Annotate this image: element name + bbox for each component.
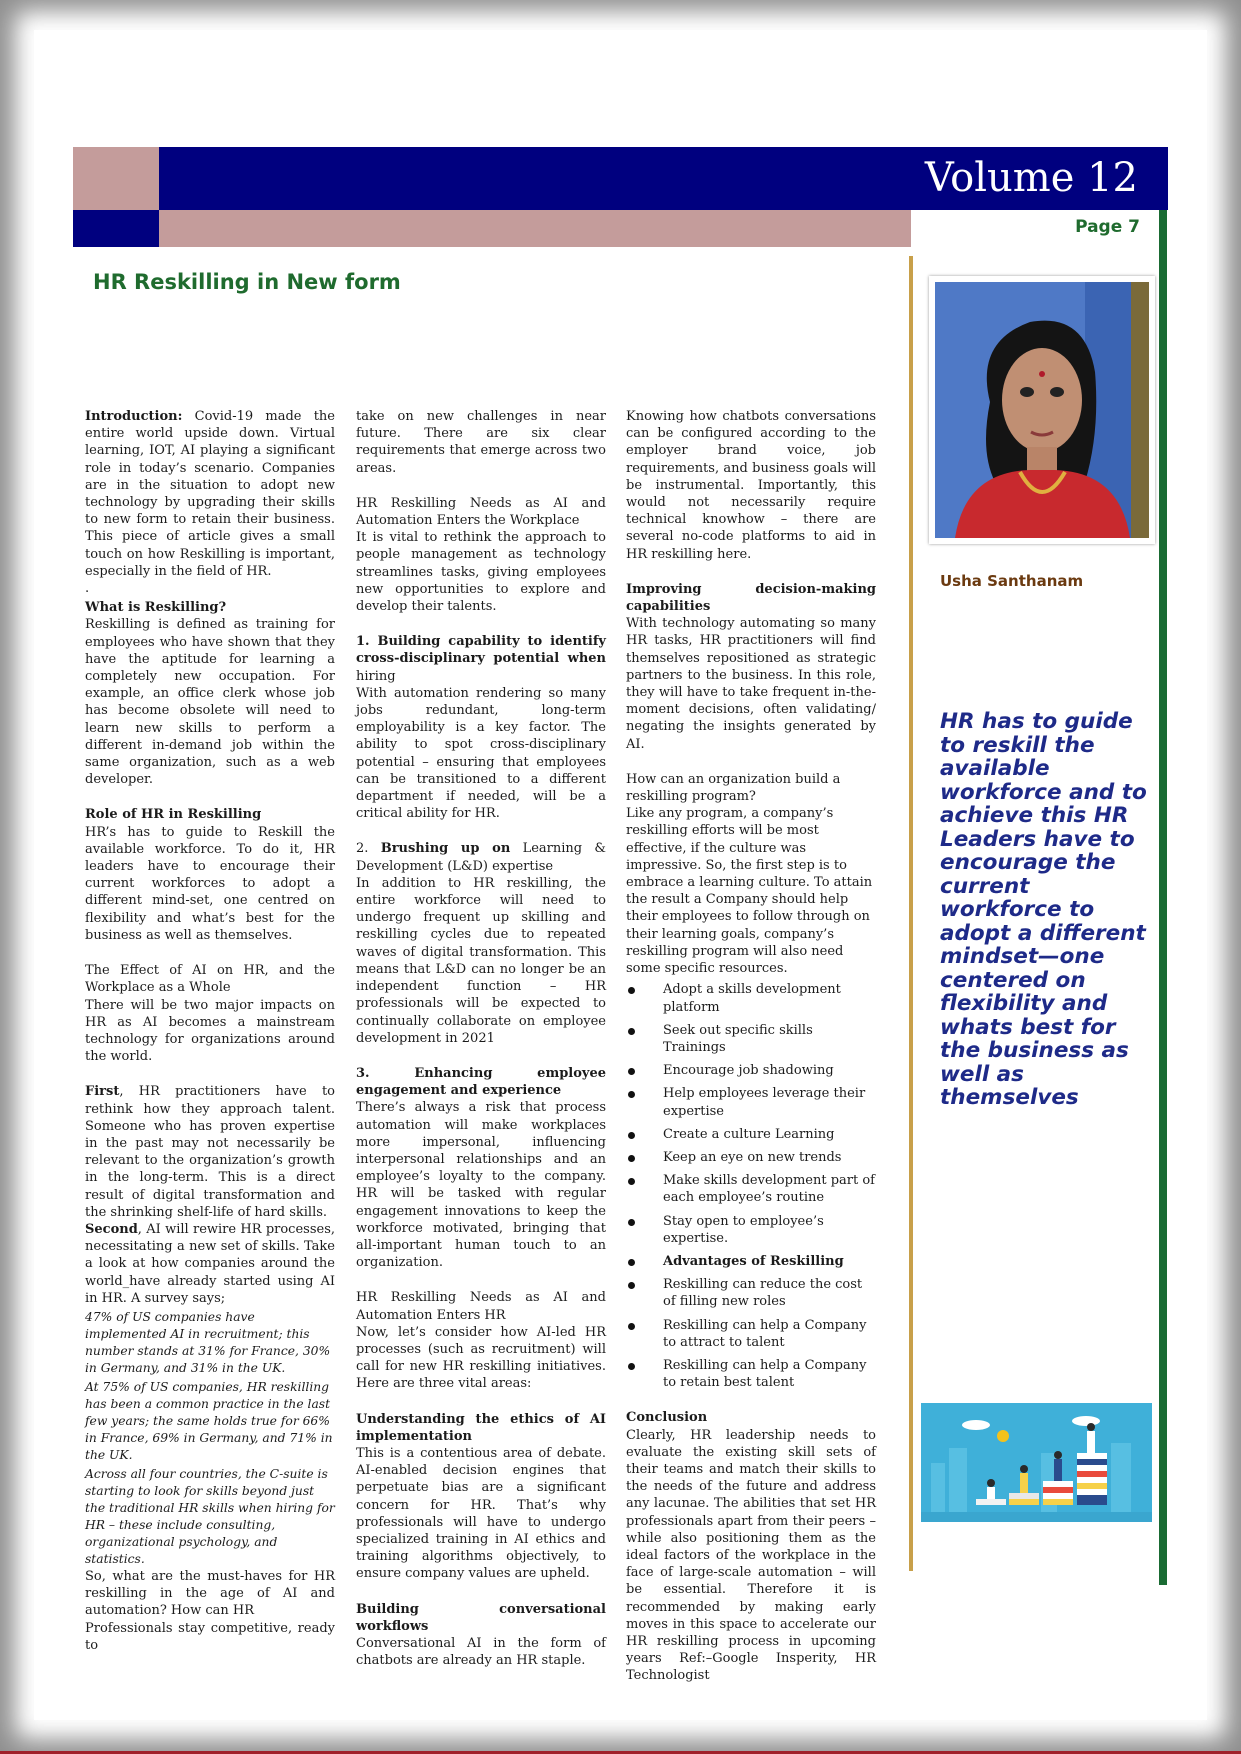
- portrait-photo: [935, 282, 1149, 538]
- col3-continuation: Knowing how chatbots conversations can be configured according to the employer brand voice, job requirements, and business goals will be instrumental. Importantly, this would not necessarily require technical knowhow – there are several no-code platforms to aid in HR reskilling here.: [626, 409, 876, 562]
- green-vertical-rule: [1159, 210, 1167, 1585]
- intro-text: Covid-19 made the entire world upside down. Virtual learning, IOT, AI playing a significant role in today’s scenario. Companies are in the situation to adopt new technology by upgrading their skills to new form to retain their business. This piece of article gives a small touch on how Reskilling is important, especially in the field of HR.: [85, 409, 335, 579]
- conv-text: Conversational AI in the form of chatbots are already an HR staple.: [356, 1636, 606, 1669]
- closing-text-2: Professionals stay competitive, ready to: [85, 1620, 335, 1653]
- list-item: [626, 1317, 876, 1351]
- point1-heading: [356, 633, 606, 685]
- bullet-icon: [628, 1068, 635, 1075]
- list-item-text: Reskilling can reduce the cost of filling new roles: [663, 1277, 863, 1310]
- list-item: [626, 1149, 876, 1166]
- role-text: HR’s has to guide to Reskill the available workforce. To do it, HR leaders have to encourage their current workforces to adopt a different mind-set, one centred on flexibility and what’s best for the business as well as themselves.: [85, 824, 335, 943]
- column-3: [626, 408, 876, 1685]
- build-heading: How can an organization build a reskilling program?: [626, 771, 841, 805]
- list-item: [626, 1213, 876, 1247]
- stat-csuite: Across all four countries, the C-suite is starting to look for skills beyond just the traditional HR skills when hiring for HR – these include consulting, organizational psychology, and statistics.: [85, 1466, 335, 1566]
- advantages-heading: Advantages of Reskilling: [663, 1253, 844, 1269]
- list-item-text: Reskilling can help a Company to attract to talent: [663, 1317, 867, 1350]
- list-item-text: Help employees leverage their expertise: [663, 1086, 866, 1119]
- improving-heading-text: Improving decision-making capabilities: [626, 581, 876, 615]
- stat-us-recruitment: 47% of US companies have implemented AI in recruitment; this number stands at 31% for France, 30% in Germany, and 31% in the UK.: [85, 1309, 331, 1375]
- banner-block: [73, 210, 159, 247]
- bullet-icon: [628, 1132, 635, 1139]
- bullet-icon: [628, 987, 635, 994]
- conclusion-heading-text: Conclusion: [626, 1410, 708, 1426]
- column-1: [85, 408, 335, 1654]
- bullet-icon: [628, 1282, 635, 1289]
- list-item-text: Adopt a skills development platform: [663, 982, 841, 1015]
- column-2: [356, 408, 606, 1669]
- col2-continuation: take on new challenges in near future. There are six clear requirements that emerge across two areas.: [356, 409, 606, 476]
- list-item: [626, 1022, 876, 1056]
- bullet-icon: [628, 1259, 635, 1266]
- point3-heading: [356, 1065, 606, 1099]
- point1-tail: hiring: [356, 668, 396, 684]
- effect-heading: The Effect of AI on HR, and the Workplace as a Whole: [85, 963, 335, 996]
- bullet-icon: [628, 1155, 635, 1162]
- ethics-heading-text: Understanding the ethics of AI implementation: [356, 1411, 606, 1444]
- second-paragraph: [85, 1221, 335, 1307]
- needs2-text: Now, let’s consider how AI-led HR processes (such as recruitment) will call for new HR reskilling initiatives. Here are three vital areas:: [356, 1324, 606, 1392]
- conclusion-text: Clearly, HR leadership needs to evaluate the existing skill sets of their teams and match their skills to the needs of the future and address any lacunae. The abilities that set HR professionals apart from their peers – while also positioning them as the ideal factors of the workplace in the face of large-scale automation – will be essential. Therefore it is recommended by making early moves in this space to accelerate our HR reskilling process in upcoming years Ref:–Google Insperity, HR Technologist: [626, 1427, 876, 1684]
- point2-text: In addition to HR reskilling, the entire workforce will need to undergo frequent up skilling and reskilling cycles due to repeated waves of digital transformation. This means that L&D can no longer be an independent function – HR professionals will be expected to continually collaborate on employee development in 2021: [356, 875, 606, 1046]
- closing-text: So, what are the must-haves for HR reskilling in the age of AI and automation? How can HR: [85, 1568, 335, 1619]
- intro-label: Introduction:: [85, 409, 183, 424]
- intro-dot: .: [85, 581, 90, 597]
- list-item-text: Stay open to employee’s expertise.: [663, 1213, 824, 1246]
- conv-heading: [356, 1601, 606, 1635]
- list-item: [626, 1172, 876, 1206]
- list-item: [626, 1253, 876, 1270]
- what-text: Reskilling is defined as training for employees who have shown that they have the aptitude for learning a completely new occupation. For example, an office clerk whose job has become obsolete will need to learn new skills to perform a different in-demand job within the same organization, such as a web developer.: [85, 617, 335, 788]
- page-number: Page 7: [1075, 217, 1140, 237]
- list-item-text: Encourage job shadowing: [663, 1063, 834, 1079]
- what-heading: [85, 599, 335, 616]
- gold-vertical-rule: [909, 256, 913, 1571]
- reskilling-illustration: [921, 1403, 1152, 1522]
- ethics-text: This is a contentious area of debate. AI-enabled decision engines that perpetuate bias are a significant concern for HR. That’s why professionals will have to undergo specialized training in AI ethics and training algorithms objectively, to ensure company values are upheld.: [356, 1445, 606, 1582]
- build-text: Like any program, a company’s reskilling efforts will be most effective, if the culture was impressive. So, the first step is to embrace a learning culture. To attain the result a Company should help their employees to follow through on their learning goals, company’s reskilling program will also need some specific resources.: [626, 806, 873, 977]
- list-item-text: Reskilling can help a Company to retain best talent: [663, 1357, 867, 1391]
- article-title: HR Reskilling in New form: [93, 270, 401, 294]
- banner-block: [73, 147, 159, 210]
- what-heading-text: What is Reskilling?: [85, 600, 227, 616]
- role-heading-text: Role of HR in Reskilling: [85, 807, 262, 823]
- list-item: [626, 1062, 876, 1079]
- ethics-heading: [356, 1411, 606, 1445]
- list-item: [626, 1276, 876, 1310]
- point3-text: There’s always a risk that process automation will make workplaces more impersonal, influencing interpersonal relationships and an employee’s loyalty to the company. HR will be tasked with regular engagement innovations to keep the workforce motivated, bringing that all-important human touch to an organization.: [356, 1100, 606, 1271]
- bullet-icon: [628, 1028, 635, 1035]
- bullet-icon: [628, 1363, 635, 1370]
- point1-label: 1. Building capability to identify cross-disciplinary potential when: [356, 634, 606, 667]
- first-text: , HR practitioners have to rethink how they approach talent. Someone who has proven expertise in the past may not necessarily be relevant to the organization’s growth in the long-term. This is a direct result of digital transformation and the shrinking shelf-life of hard skills.: [85, 1084, 335, 1220]
- bullet-icon: [628, 1178, 635, 1185]
- needs1-text: It is vital to rethink the approach to people management as technology streamlines tasks, giving employees new opportunities to explore and develop their talents.: [356, 530, 606, 615]
- list-item: [626, 981, 876, 1015]
- list-item-text: Make skills development part of each employee’s routine: [663, 1173, 875, 1206]
- resources-list: [626, 981, 876, 1391]
- improving-text: With technology automating so many HR tasks, HR practitioners will find themselves repositioned as strategic partners to the business. In this role, they will have to take frequent in-the-moment decisions, often validating/ negating the insights generated by AI.: [626, 616, 876, 752]
- banner-block: [159, 210, 911, 247]
- list-item-text: Seek out specific skills Trainings: [663, 1022, 813, 1055]
- point1-text: With automation rendering so many jobs redundant, long-term employability is a key factor. The ability to spot cross-disciplinary potential – ensuring that employees can be transitioned to a different department if needed, will be a critical ability for HR.: [356, 685, 606, 822]
- effect-text: There will be two major impacts on HR as AI becomes a mainstream technology for organizations around the world.: [85, 997, 335, 1065]
- point2-tail: Learning & Development (L&D) expertise: [356, 841, 606, 874]
- list-item: [626, 1085, 876, 1119]
- list-item: [626, 1357, 876, 1391]
- point2-heading: [356, 840, 606, 874]
- point3-label: 3. Enhancing employee engagement and experience: [356, 1065, 606, 1099]
- conv-heading-text: Building conversational workflows: [356, 1601, 606, 1634]
- needs2-heading: HR Reskilling Needs as AI and Automation Enters HR: [356, 1290, 606, 1323]
- needs1-heading: HR Reskilling Needs as AI and Automation Enters the Workplace: [356, 495, 606, 529]
- author-portrait: [929, 276, 1155, 544]
- first-paragraph: [85, 1083, 335, 1221]
- intro-paragraph: [85, 408, 335, 580]
- point2-label: Brushing up on: [380, 841, 511, 857]
- list-item-text: Create a culture Learning: [663, 1126, 835, 1142]
- bullet-icon: [628, 1091, 635, 1098]
- volume-label: Volume 12: [924, 155, 1138, 201]
- bullet-icon: [628, 1219, 635, 1226]
- list-item: [626, 1126, 876, 1143]
- improving-heading: [626, 581, 876, 615]
- second-label: Second: [85, 1221, 138, 1237]
- header-banner: [73, 147, 1168, 247]
- list-item-text: Keep an eye on new trends: [663, 1149, 842, 1165]
- stat-reskilling: At 75% of US companies, HR reskilling has been a common practice in the last few years; the same holds true for 66% in France, 69% in Germany, and 71% in the UK.: [85, 1379, 333, 1462]
- point2-num: 2.: [356, 841, 381, 857]
- role-heading: [85, 806, 335, 823]
- author-name: Usha Santhanam: [940, 572, 1084, 590]
- second-text: , AI will rewire HR processes, necessitating a new set of skills. Take a look at how companies around the world_have already started using AI in HR. A survey says;: [85, 1221, 335, 1306]
- bullet-icon: [628, 1323, 635, 1330]
- conclusion-heading: [626, 1409, 876, 1426]
- pull-quote: HR has to guide to reskill the available workforce and to achieve this HR Leaders have to encourage the current workforce to adopt a different mindset—one centered on flexibility and whats best for the business as well as themselves: [940, 709, 1147, 1110]
- first-label: First: [85, 1084, 120, 1100]
